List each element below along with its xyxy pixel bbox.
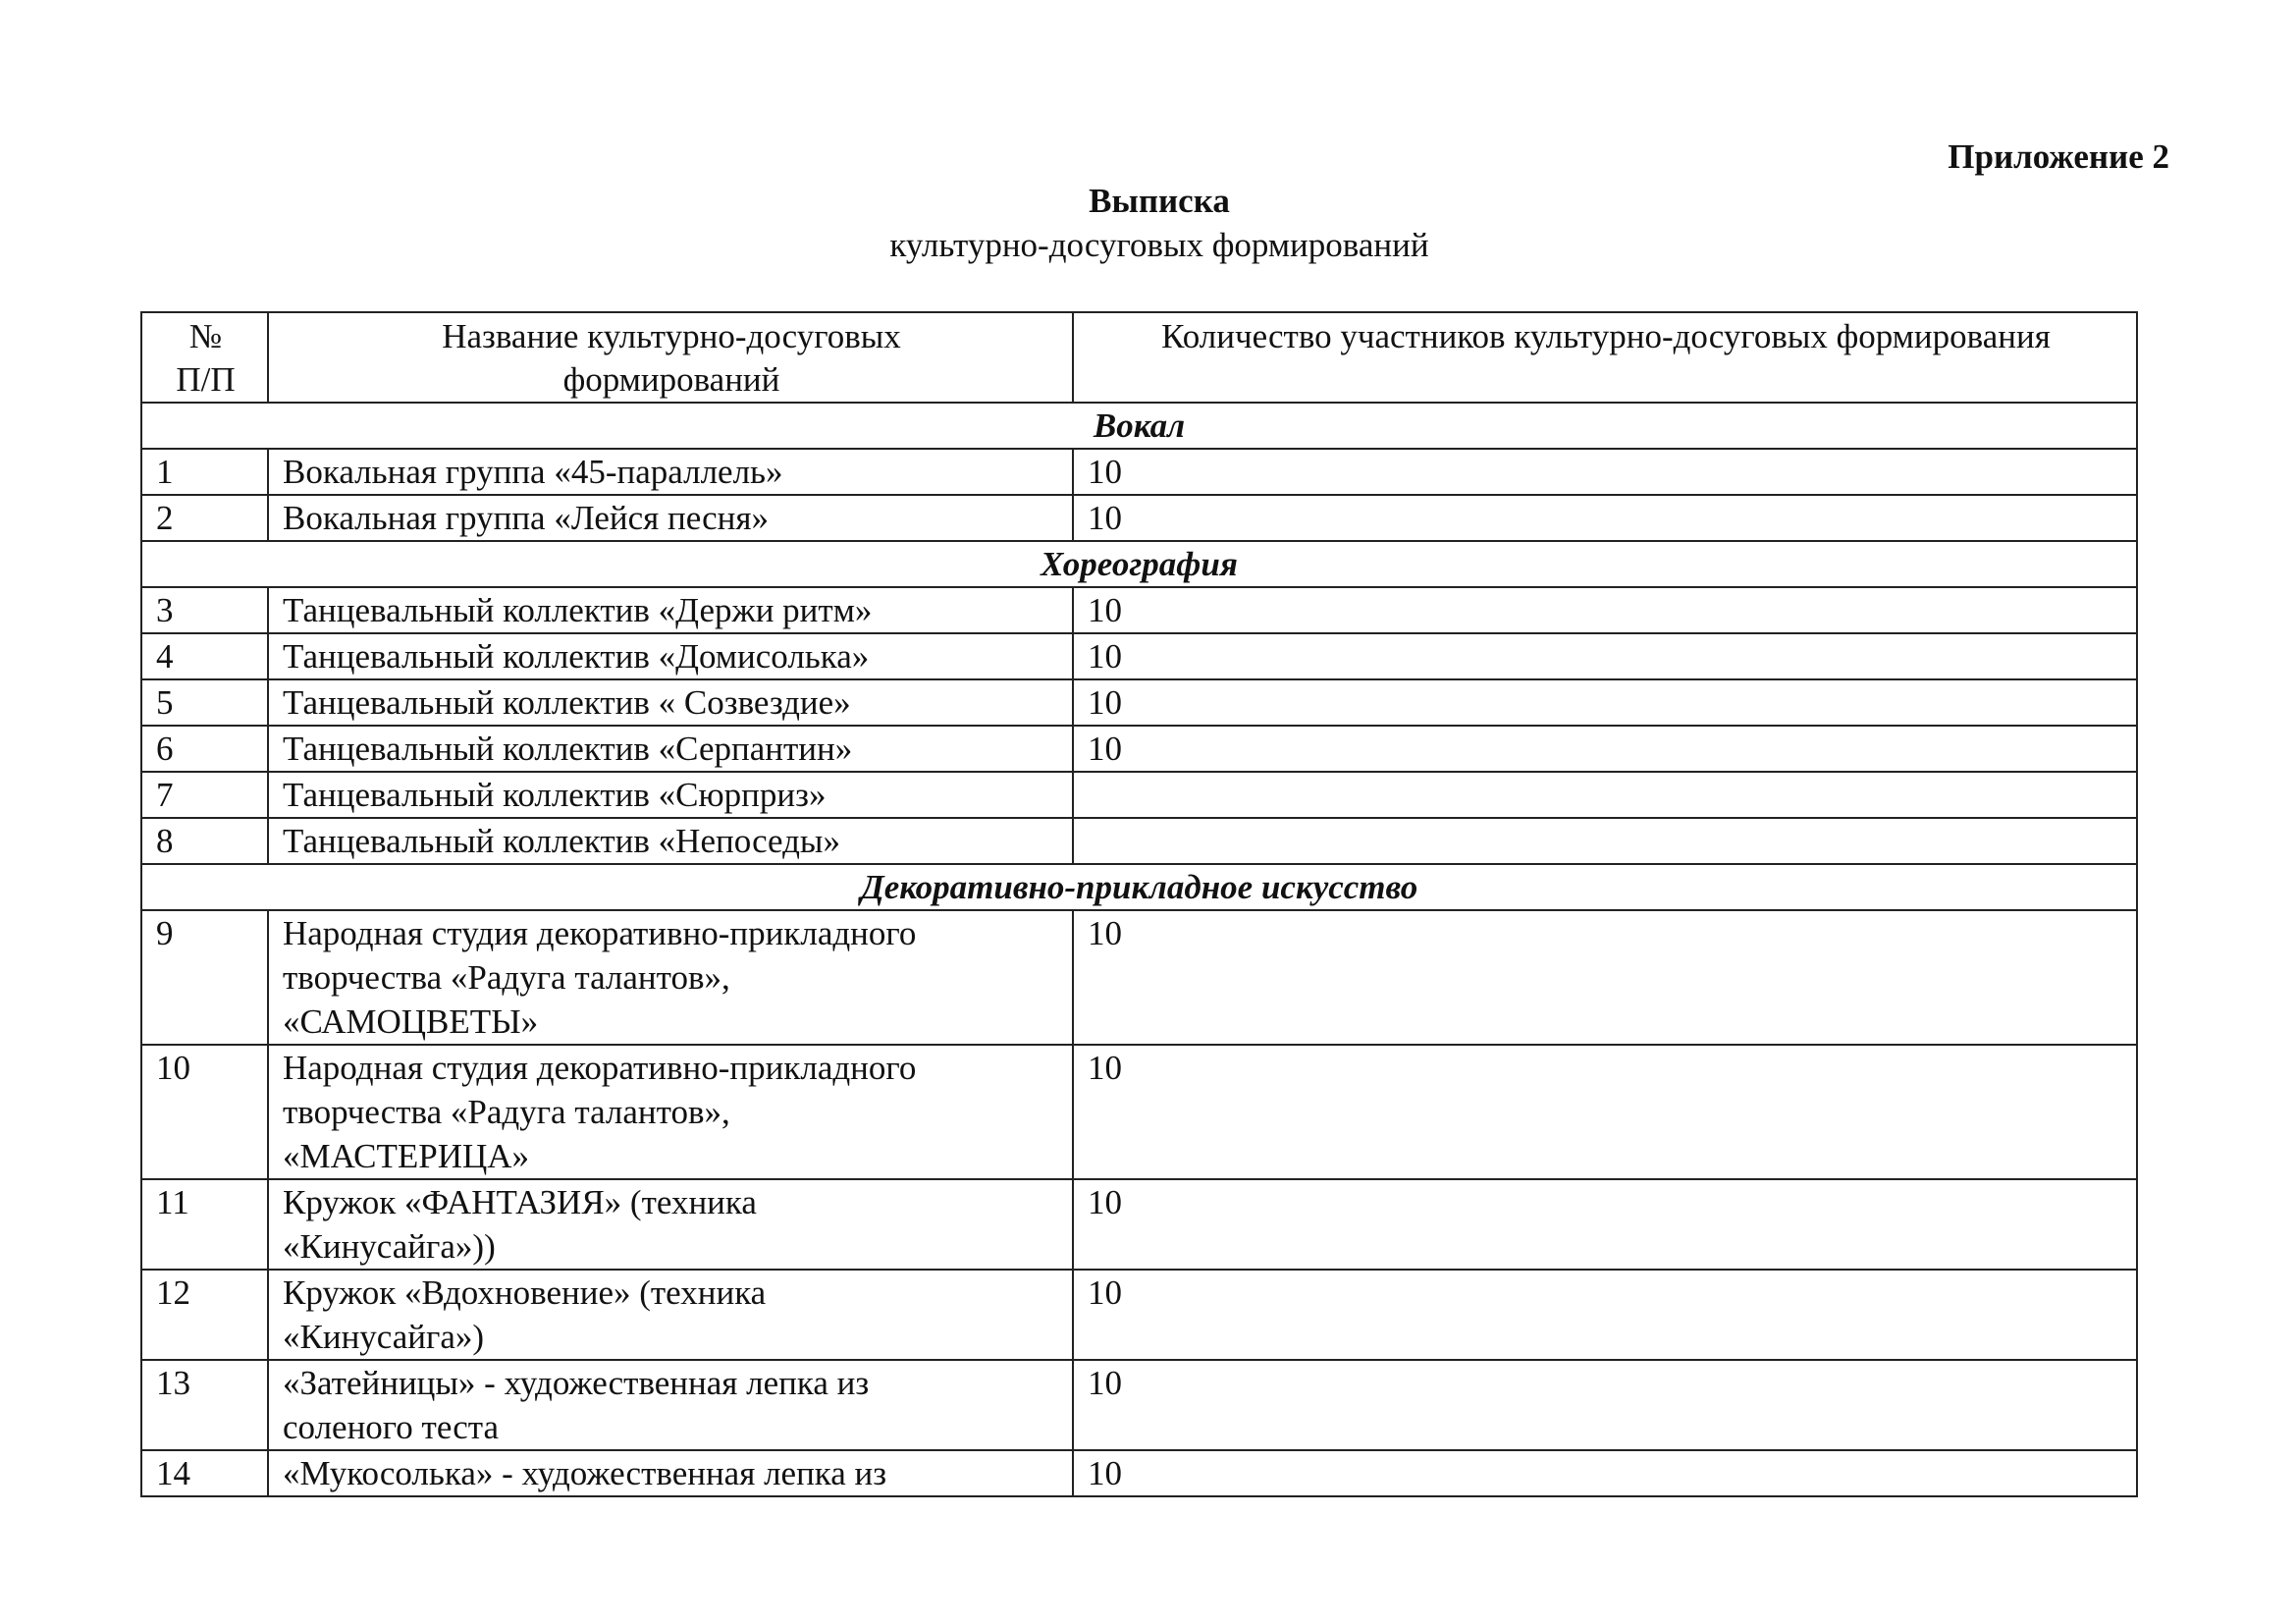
formation-name (268, 1045, 1073, 1179)
formations-table (140, 311, 2138, 1497)
participant-count: 10 (1073, 1450, 2137, 1496)
table-row (141, 1270, 2137, 1360)
participant-count: 10 (1073, 1270, 2137, 1360)
row-number: 4 (141, 633, 268, 679)
row-number: 13 (141, 1360, 268, 1450)
formation-name-line: Кружок «Вдохновение» (техника (283, 1273, 767, 1312)
formation-name-line: «Кинусайга») (283, 1318, 485, 1356)
section-row (141, 403, 2137, 449)
formation-name-line: Танцевальный коллектив «Серпантин» (283, 730, 853, 768)
formation-name-line: «МАСТЕРИЦА» (283, 1137, 530, 1175)
formation-name (268, 1179, 1073, 1270)
participant-count: 10 (1073, 633, 2137, 679)
formation-name (268, 1360, 1073, 1450)
formation-name-line: Танцевальный коллектив «Непоседы» (283, 822, 840, 860)
column-header-line: Название культурно-досуговых (442, 317, 901, 355)
formation-name (268, 772, 1073, 818)
section-title: Хореография (141, 541, 2137, 587)
formation-name-line: Танцевальный коллектив «Сюрприз» (283, 776, 827, 814)
row-number: 7 (141, 772, 268, 818)
formation-name-line: «Кинусайга»)) (283, 1227, 496, 1266)
participant-count: 10 (1073, 910, 2137, 1045)
formation-name (268, 495, 1073, 541)
table-row (141, 449, 2137, 495)
section-title: Декоративно-прикладное искусство (141, 864, 2137, 910)
table-row (141, 818, 2137, 864)
formation-name-line: Танцевальный коллектив «Домисолька» (283, 637, 870, 676)
participant-count: 10 (1073, 726, 2137, 772)
formation-name-line: творчества «Радуга талантов», (283, 1093, 730, 1131)
table-row (141, 495, 2137, 541)
table-header-row (141, 312, 2137, 403)
row-number: 2 (141, 495, 268, 541)
row-number: 10 (141, 1045, 268, 1179)
participant-count (1073, 772, 2137, 818)
column-header-number (141, 312, 268, 403)
formation-name (268, 679, 1073, 726)
formation-name-line: творчества «Радуга талантов», (283, 958, 730, 997)
table-row (141, 772, 2137, 818)
row-number: 8 (141, 818, 268, 864)
formation-name (268, 1450, 1073, 1496)
participant-count: 10 (1073, 449, 2137, 495)
participant-count: 10 (1073, 495, 2137, 541)
row-number: 6 (141, 726, 268, 772)
row-number: 5 (141, 679, 268, 726)
row-number: 12 (141, 1270, 268, 1360)
appendix-label: Приложение 2 (1948, 137, 2169, 176)
formation-name-line: соленого теста (283, 1408, 500, 1446)
table-row (141, 633, 2137, 679)
column-header-line: формирований (562, 360, 780, 399)
document-subtitle: культурно-досуговых формирований (889, 226, 1429, 264)
formation-name-line: Танцевальный коллектив « Созвездие» (283, 683, 851, 722)
formation-name-line: Вокальная группа «45-параллель» (283, 453, 783, 491)
formation-name-line: Кружок «ФАНТАЗИЯ» (техника (283, 1183, 757, 1221)
participant-count: 10 (1073, 587, 2137, 633)
table-row (141, 1360, 2137, 1450)
formation-name-line: «САМОЦВЕТЫ» (283, 1002, 539, 1041)
table-row (141, 587, 2137, 633)
row-number: 14 (141, 1450, 268, 1496)
row-number: 3 (141, 587, 268, 633)
table-row (141, 726, 2137, 772)
column-header-line: Количество участников культурно-досуговых формирования (1161, 317, 2051, 355)
table-body (141, 403, 2137, 1496)
column-header-line: № (188, 317, 223, 355)
formation-name-line: Вокальная группа «Лейся песня» (283, 499, 769, 537)
table-row (141, 910, 2137, 1045)
formation-name (268, 1270, 1073, 1360)
participant-count: 10 (1073, 1179, 2137, 1270)
row-number: 1 (141, 449, 268, 495)
formation-name (268, 633, 1073, 679)
participant-count: 10 (1073, 1360, 2137, 1450)
table-row (141, 1450, 2137, 1496)
section-title: Вокал (141, 403, 2137, 449)
column-header-name (268, 312, 1073, 403)
column-header-line: П/П (176, 360, 236, 399)
formation-name (268, 587, 1073, 633)
formation-name-line: Народная студия декоративно-прикладного (283, 1049, 917, 1087)
row-number: 9 (141, 910, 268, 1045)
table-row (141, 1045, 2137, 1179)
formation-name (268, 818, 1073, 864)
document-title: Выписка (1089, 182, 1230, 220)
section-row (141, 541, 2137, 587)
participant-count: 10 (1073, 1045, 2137, 1179)
table-row (141, 679, 2137, 726)
table-row (141, 1179, 2137, 1270)
formation-name (268, 449, 1073, 495)
section-row (141, 864, 2137, 910)
row-number: 11 (141, 1179, 268, 1270)
formation-name (268, 910, 1073, 1045)
formation-name-line: Танцевальный коллектив «Держи ритм» (283, 591, 873, 629)
formation-name-line: «Мукосолька» - художественная лепка из (283, 1454, 887, 1492)
participant-count (1073, 818, 2137, 864)
participant-count: 10 (1073, 679, 2137, 726)
formation-name-line: «Затейницы» - художественная лепка из (283, 1364, 870, 1402)
formation-name (268, 726, 1073, 772)
formation-name-line: Народная студия декоративно-прикладного (283, 914, 917, 952)
column-header-count (1073, 312, 2137, 403)
